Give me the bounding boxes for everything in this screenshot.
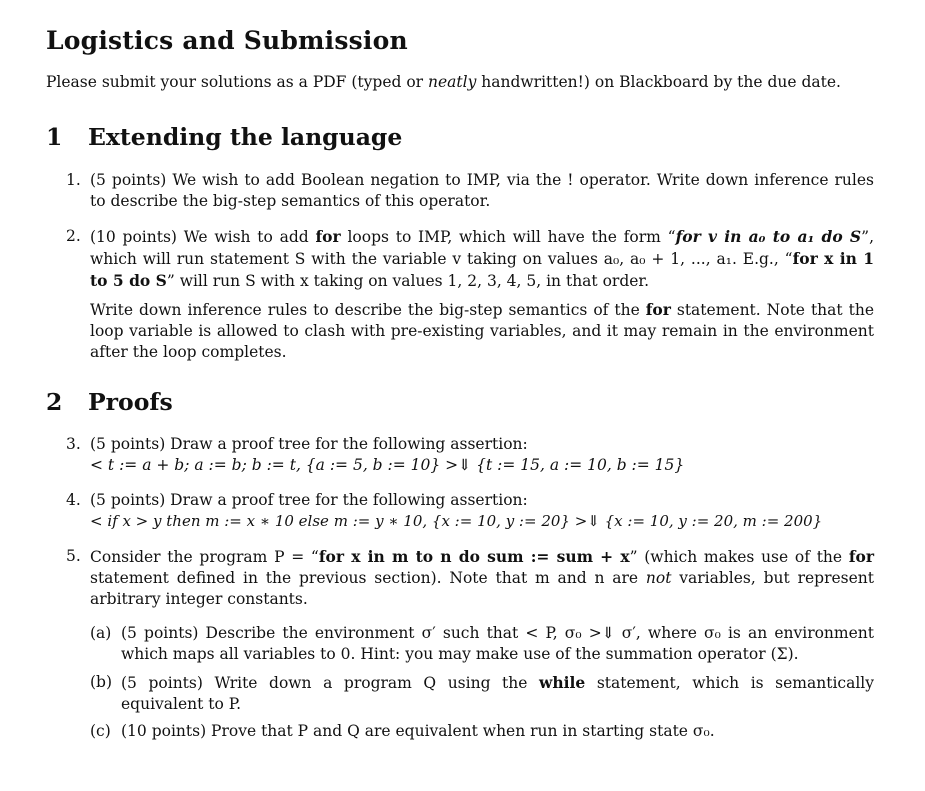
question-text: (5 points) Draw a proof tree for the following assertion: [90,491,528,509]
subquestion-text [121,672,874,715]
section-number: 1 [46,123,63,151]
question-paragraph-1 [90,226,874,292]
section-title: Proofs [88,388,173,416]
text-run: Consider the program P = “ [90,548,319,566]
question-2 [66,226,874,363]
question-text: (5 points) We wish to add Boolean negation to IMP, via the ! operator. Write down inference rules to describe the big-step semantics of this operator. [90,171,874,210]
keyword-for: for [848,547,874,566]
subquestion-label: (c) [90,722,111,740]
page-title: Logistics and Submission [46,26,408,55]
text-run: ”, which will run statement S with the variable v taking on values a₀, a₀ + 1, ..., a₁. E.g., “ [90,228,874,268]
text-run: variables, but represent arbitrary integer constants. [90,569,874,608]
keyword-for: for [315,227,341,246]
question-text: (5 points) Draw a proof tree for the following assertion: [90,435,528,453]
for-example: for x in 1 to 5 do S [90,249,874,290]
subquestion-label: (b) [90,673,113,691]
question-3 [66,434,874,476]
section-number: 2 [46,388,63,416]
intro-paragraph [46,72,906,93]
assertion-formula: < t := a + b; a := b; b := t, {a := 5, b := 10} >⇓ {t := 15, a := 10, b := 15} [90,456,685,474]
text-run: ” will run S with x taking on values 1, 2, 3, 4, 5, in that order. [166,272,650,290]
text-run: loops to IMP, which will have the form “ [340,228,676,246]
question-label: 1. [66,171,81,189]
question-5 [66,546,874,610]
subquestion-label: (a) [90,624,112,642]
text-run: statement defined in the previous section). Note that m and n are [90,569,646,587]
text-run: (10 points) We wish to add [90,228,316,246]
section-title: Extending the language [88,123,403,151]
question-label: 4. [66,491,81,509]
program-P: for x in m to n do sum := sum + x [318,547,630,566]
question-5c [90,721,874,742]
text-run: (5 points) Write down a program Q using the [121,674,540,692]
keyword-while: while [539,673,586,692]
intro-emphasis: neatly [428,73,477,91]
intro-text-end: handwritten!) on Blackboard by the due date. [476,73,841,91]
subquestion-text: (5 points) Describe the environment σ′ such that < P, σ₀ >⇓ σ′, where σ₀ is an environment which maps all variables to 0. Hint: you may make use of the summation operator (Σ). [121,624,874,663]
text-run: statement. Note that the loop variable is allowed to clash with pre-existing variables, and it may remain in the environment after the loop completes. [90,301,874,361]
intro-text-start: Please submit your solutions as a PDF (typed or [46,73,429,91]
question-label: 5. [66,547,81,565]
text-run: ” (which makes use of the [629,548,849,566]
section-heading-1 [46,123,402,151]
question-paragraph-2 [90,299,874,363]
question-5a [90,623,874,665]
question-text [90,546,874,610]
text-run: Write down inference rules to describe the big-step semantics of the [90,301,646,319]
question-4 [66,490,874,532]
subquestion-text: (10 points) Prove that P and Q are equivalent when run in starting state σ₀. [121,722,715,740]
assertion-formula: < if x > y then m := x ∗ 10 else m := y ∗ 10, {x := 10, y := 20} >⇓ {x := 10, y := 20, m := 200} [90,512,823,530]
question-5b [90,672,874,715]
for-form: for v in a₀ to a₁ do S [675,227,862,246]
keyword-for: for [645,300,671,319]
text-run: statement, which is semantically equivalent to P. [121,674,874,713]
question-label: 2. [66,227,81,245]
emphasis-not: not [645,569,672,587]
question-1 [66,170,874,212]
question-label: 3. [66,435,81,453]
section-heading-2 [46,388,173,416]
